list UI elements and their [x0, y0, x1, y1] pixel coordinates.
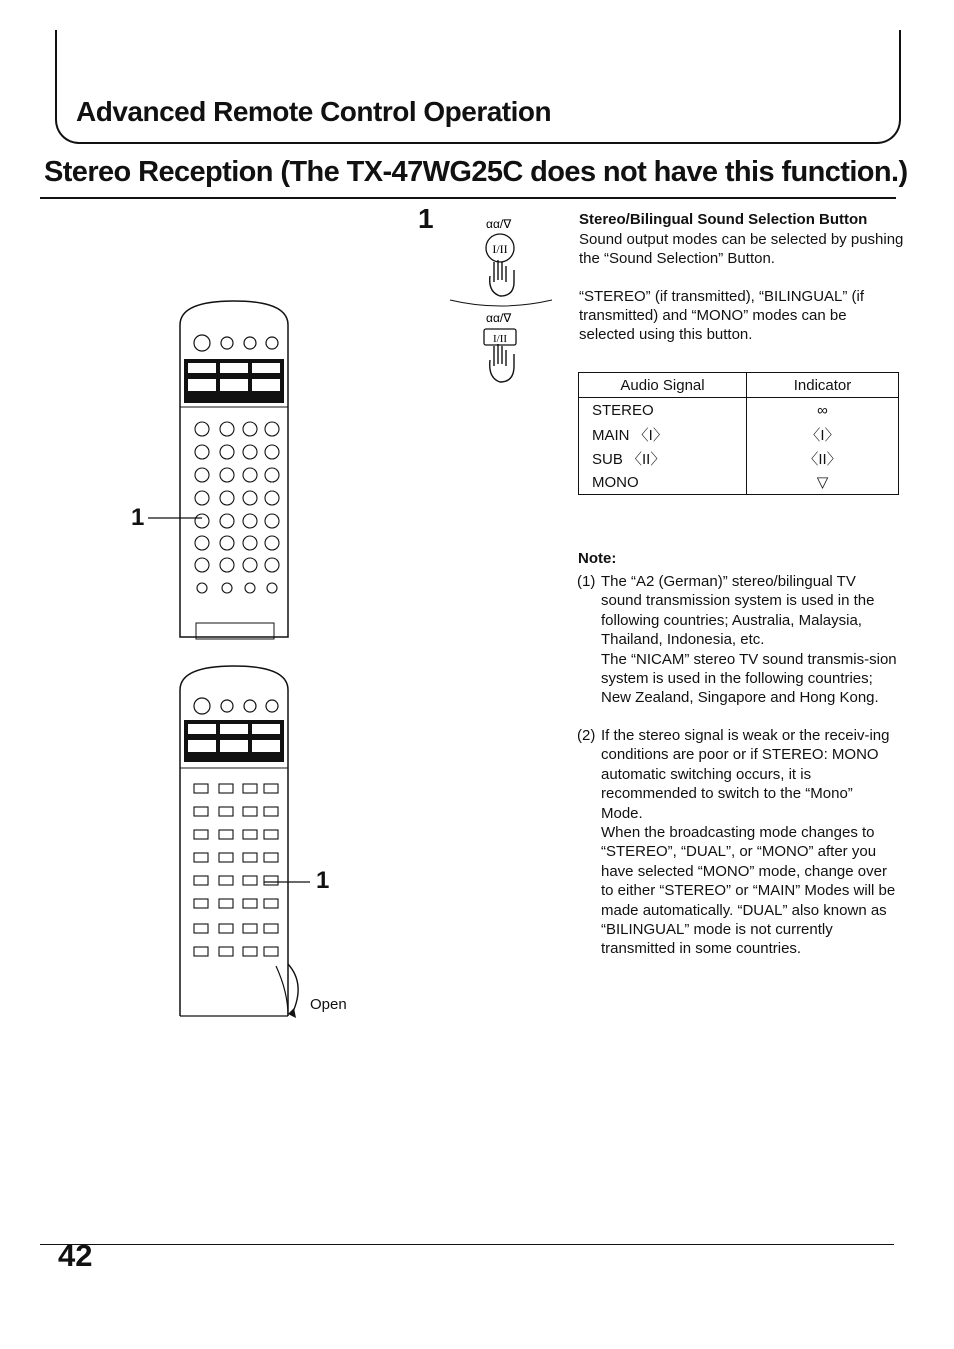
- button-label-bottom: αα/∇: [486, 311, 512, 325]
- note-heading: Note:: [578, 550, 617, 567]
- open-arrow-icon: [284, 962, 310, 1022]
- table-row: [579, 398, 899, 423]
- note-paragraph: The “NICAM” stereo TV sound transmis-sion system is used in the following countries; New Zealand, Singapore and Hong Kong.: [601, 650, 897, 707]
- open-label: Open: [310, 996, 347, 1013]
- section-title: Advanced Remote Control Operation: [76, 96, 552, 127]
- button-label-top: αα/∇: [486, 217, 512, 231]
- note-item: [577, 572, 897, 708]
- indicator-cell: 〈I〉: [747, 422, 899, 446]
- signal-cell: SUB 〈II〉: [579, 446, 747, 470]
- callout-number-lower: 1: [316, 867, 330, 894]
- button-section-description: Sound output modes can be selected by pushing the “Sound Selection” Button.: [579, 231, 904, 267]
- remote-control-closed-illustration: [176, 297, 292, 642]
- note-item: [577, 726, 897, 959]
- table-header-indicator: Indicator: [747, 373, 899, 398]
- button-section-title: Stereo/Bilingual Sound Selection Button: [579, 211, 868, 228]
- remote-control-open-illustration: [176, 662, 292, 1020]
- footer-rule: [40, 1244, 894, 1245]
- note-number: (1): [577, 573, 596, 590]
- finger-icon-bottom: [490, 344, 514, 382]
- title-rule: [40, 197, 896, 199]
- note-paragraph: If the stereo signal is weak or the receiv-ing conditions are poor or if STEREO: MONO automatic switching occurs, it is recommended to switch to the “Mono” Mode.: [601, 727, 890, 822]
- signal-cell: MONO: [579, 470, 747, 495]
- table-row: [579, 470, 899, 495]
- finger-icon-top: [490, 260, 514, 296]
- divider-curve: [450, 300, 552, 306]
- page-number: 42: [58, 1238, 93, 1273]
- note-number: (2): [577, 727, 596, 744]
- table-row: [579, 446, 899, 470]
- signal-cell: MAIN 〈I〉: [579, 422, 747, 446]
- button-section-modes: “STEREO” (if transmitted), “BILINGUAL” (if transmitted) and “MONO” modes can be selected using this button.: [579, 288, 865, 343]
- mono-indicator-icon: ▽: [747, 470, 899, 495]
- callout-line-lower: [262, 862, 322, 902]
- button-symbol-top: I/II: [492, 242, 508, 256]
- button-symbol-bottom: I/II: [492, 333, 508, 345]
- stereo-indicator-icon: ∞: [747, 398, 899, 423]
- table-row: [579, 422, 899, 446]
- note-paragraph: When the broadcasting mode changes to “STEREO”, “DUAL”, or “MONO” after you have selected “MONO” mode, change over to either “STEREO” or “MAIN” Modes will be made automatically. “DUAL” also known as “BILINGUAL” mode is not currently transmitted in some countries.: [601, 824, 896, 958]
- signal-cell: STEREO: [579, 398, 747, 423]
- page-title: Stereo Reception (The TX-47WG25C does not have this function.): [44, 156, 908, 188]
- note-paragraph: The “A2 (German)” stereo/bilingual TV sound transmission system is used in the following countries; Australia, Malaysia, Thailand, Indonesia, etc.: [601, 573, 875, 649]
- signal-table: [578, 372, 899, 495]
- step-number: 1: [418, 203, 434, 234]
- sound-selection-button-illustration: [440, 212, 565, 387]
- indicator-cell: 〈II〉: [747, 446, 899, 470]
- callout-number-upper: 1: [131, 504, 145, 531]
- table-header-audio-signal: Audio Signal: [579, 373, 747, 398]
